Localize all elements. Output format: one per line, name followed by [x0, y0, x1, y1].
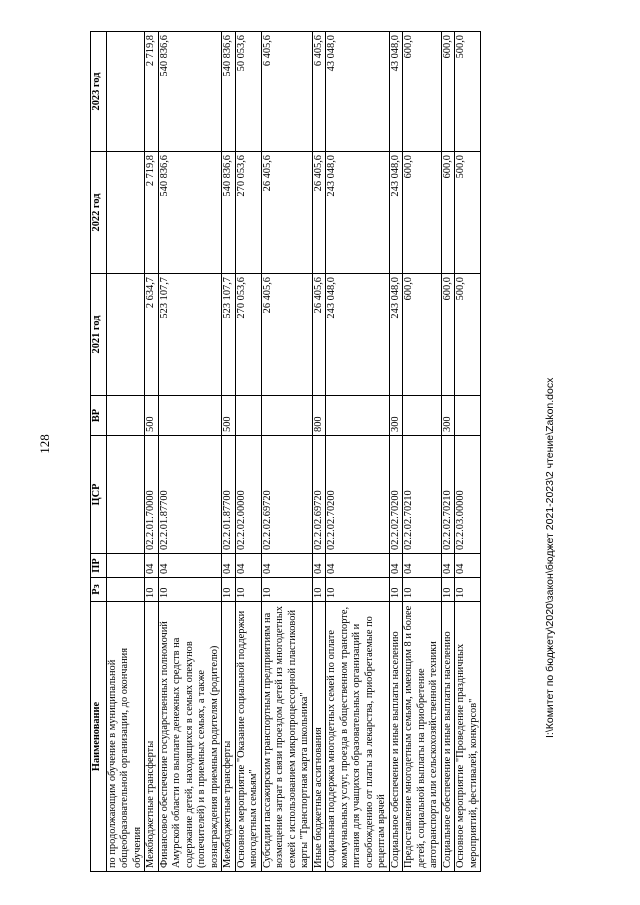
- cell-y2021: 523 107,7: [222, 274, 235, 396]
- table-row: [222, 32, 235, 872]
- cell-csr: [107, 436, 145, 554]
- cell-pr: 04: [441, 554, 454, 578]
- cell-pr: 04: [222, 554, 235, 578]
- table-row: [441, 32, 454, 872]
- cell-y2022: 2 719,8: [145, 152, 158, 274]
- cell-vr: 500: [222, 396, 235, 436]
- cell-rz: 10: [403, 578, 441, 602]
- cell-y2022: 26 405,6: [312, 152, 325, 274]
- cell-vr: [158, 396, 221, 436]
- cell-vr: 300: [441, 396, 454, 436]
- cell-y2023: 6 405,6: [312, 32, 325, 152]
- header-2021: 2021 год: [91, 274, 107, 396]
- cell-name: Основное мероприятие "Проведение праздничных мероприятий, фестивалей, конкурсов": [455, 602, 481, 872]
- budget-table-rotated: [90, 32, 530, 872]
- cell-csr: 02.2.02.69720: [312, 436, 325, 554]
- cell-y2022: 26 405,6: [261, 152, 312, 274]
- cell-pr: 04: [158, 554, 221, 578]
- header-2022: 2022 год: [91, 152, 107, 274]
- cell-pr: [107, 554, 145, 578]
- cell-rz: 10: [441, 578, 454, 602]
- cell-y2021: 600,0: [403, 274, 441, 396]
- cell-csr: 02.2.03.00000: [455, 436, 481, 554]
- cell-rz: 10: [145, 578, 158, 602]
- cell-name: Иные бюджетные ассигнования: [312, 602, 325, 872]
- cell-rz: 10: [389, 578, 402, 602]
- cell-name: Социальное обеспечение и иные выплаты населению: [389, 602, 402, 872]
- cell-y2021: 500,0: [455, 274, 481, 396]
- cell-y2023: 43 048,0: [326, 32, 389, 152]
- cell-y2022: 243 048,0: [326, 152, 389, 274]
- footer-file-path: I:\Комитет по бюджету\2020\закон\бюджет 2021-2023\2 чтение\Zakon.docx: [544, 377, 556, 738]
- cell-y2022: 500,0: [455, 152, 481, 274]
- cell-name: Социальное обеспечение и иные выплаты населению: [441, 602, 454, 872]
- page-number: 128: [37, 434, 52, 454]
- cell-y2021: 243 048,0: [389, 274, 402, 396]
- header-vr: ВР: [91, 396, 107, 436]
- table-row: [312, 32, 325, 872]
- cell-name: Межбюджетные трансферты: [145, 602, 158, 872]
- cell-y2023: 600,0: [441, 32, 454, 152]
- cell-pr: 04: [312, 554, 325, 578]
- cell-rz: 10: [235, 578, 261, 602]
- cell-y2021: 270 053,6: [235, 274, 261, 396]
- cell-rz: 10: [312, 578, 325, 602]
- cell-y2021: 243 048,0: [326, 274, 389, 396]
- cell-y2021: 2 634,7: [145, 274, 158, 396]
- cell-y2022: 270 053,6: [235, 152, 261, 274]
- cell-vr: [455, 396, 481, 436]
- cell-name: Основное мероприятие "Оказание социальной поддержки многодетным семьям": [235, 602, 261, 872]
- cell-pr: 04: [455, 554, 481, 578]
- table-row: [158, 32, 221, 872]
- cell-rz: 10: [261, 578, 312, 602]
- cell-vr: [235, 396, 261, 436]
- cell-name: Межбюджетные трансферты: [222, 602, 235, 872]
- cell-y2021: 600,0: [441, 274, 454, 396]
- cell-y2023: 500,0: [455, 32, 481, 152]
- cell-pr: 04: [235, 554, 261, 578]
- budget-table-wrapper: [90, 32, 530, 872]
- cell-vr: 300: [389, 396, 402, 436]
- cell-csr: 02.2.02.70200: [326, 436, 389, 554]
- cell-vr: 800: [312, 396, 325, 436]
- table-row: [145, 32, 158, 872]
- cell-y2021: 523 107,7: [158, 274, 221, 396]
- table-row: [261, 32, 312, 872]
- cell-y2023: 43 048,0: [389, 32, 402, 152]
- cell-y2023: 600,0: [403, 32, 441, 152]
- cell-name: Предоставление многодетным семьям, имеющим 8 и более детей, социальной выплаты на приобретение автотранспорта или сельскохозяйственной техники: [403, 602, 441, 872]
- cell-rz: [107, 578, 145, 602]
- cell-pr: 04: [261, 554, 312, 578]
- cell-csr: 02.2.02.70200: [389, 436, 402, 554]
- table-row: [403, 32, 441, 872]
- cell-csr: 02.2.02.70210: [403, 436, 441, 554]
- cell-name: по продолжающим обучение в муниципальной общеобразовательной организации, до окончания обучения: [107, 602, 145, 872]
- table-row: [455, 32, 481, 872]
- cell-y2022: [107, 152, 145, 274]
- cell-y2021: 26 405,6: [312, 274, 325, 396]
- cell-csr: 02.2.02.70210: [441, 436, 454, 554]
- cell-y2023: 540 836,6: [222, 32, 235, 152]
- cell-pr: 04: [145, 554, 158, 578]
- header-pr: ПР: [91, 554, 107, 578]
- table-row: [107, 32, 145, 872]
- cell-rz: 10: [158, 578, 221, 602]
- table-row: [235, 32, 261, 872]
- cell-csr: 02.2.01.87700: [158, 436, 221, 554]
- cell-csr: 02.2.01.87700: [222, 436, 235, 554]
- budget-table: [90, 31, 481, 872]
- cell-y2022: 540 836,6: [158, 152, 221, 274]
- cell-vr: 500: [145, 396, 158, 436]
- cell-name: Социальная поддержка многодетных семей по оплате коммунальных услуг, проезда в общественном транспорте, питания для учащихся образовательных организаций и освобождению от платы за лекарства, приобретаемые по рецептам врачей: [326, 602, 389, 872]
- cell-y2021: [107, 274, 145, 396]
- cell-y2023: 50 053,6: [235, 32, 261, 152]
- cell-rz: 10: [326, 578, 389, 602]
- cell-y2021: 26 405,6: [261, 274, 312, 396]
- cell-pr: 04: [326, 554, 389, 578]
- table-body: [107, 32, 481, 872]
- cell-y2023: [107, 32, 145, 152]
- cell-y2022: 600,0: [441, 152, 454, 274]
- table-header-row: [91, 32, 107, 872]
- cell-csr: 02.2.02.69720: [261, 436, 312, 554]
- cell-rz: 10: [222, 578, 235, 602]
- cell-y2022: 600,0: [403, 152, 441, 274]
- table-row: [326, 32, 389, 872]
- cell-name: Финансовое обеспечение государственных полномочий Амурской области по выплате денежных средств на содержание детей, находящихся в семьях опекунов (попечителей) и в приемных семьях, а также вознаграждения приемным родителям (родителю): [158, 602, 221, 872]
- cell-pr: 04: [403, 554, 441, 578]
- header-name: Наименование: [91, 602, 107, 872]
- header-rz: Рз: [91, 578, 107, 602]
- cell-csr: 02.2.02.00000: [235, 436, 261, 554]
- cell-vr: [403, 396, 441, 436]
- cell-name: Субсидии пассажирским транспортным предприятиям на возмещение затрат в связи проездом детей из многодетных семей с использованием микропроцессорной пластиковой карты "Транспортная карта школьника": [261, 602, 312, 872]
- cell-y2022: 540 836,6: [222, 152, 235, 274]
- cell-y2022: 243 048,0: [389, 152, 402, 274]
- cell-y2023: 2 719,8: [145, 32, 158, 152]
- cell-y2023: 540 836,6: [158, 32, 221, 152]
- table-row: [389, 32, 402, 872]
- cell-pr: 04: [389, 554, 402, 578]
- cell-vr: [107, 396, 145, 436]
- cell-y2023: 6 405,6: [261, 32, 312, 152]
- cell-vr: [326, 396, 389, 436]
- header-2023: 2023 год: [91, 32, 107, 152]
- cell-csr: 02.2.01.70000: [145, 436, 158, 554]
- header-csr: ЦСР: [91, 436, 107, 554]
- cell-rz: 10: [455, 578, 481, 602]
- cell-vr: [261, 396, 312, 436]
